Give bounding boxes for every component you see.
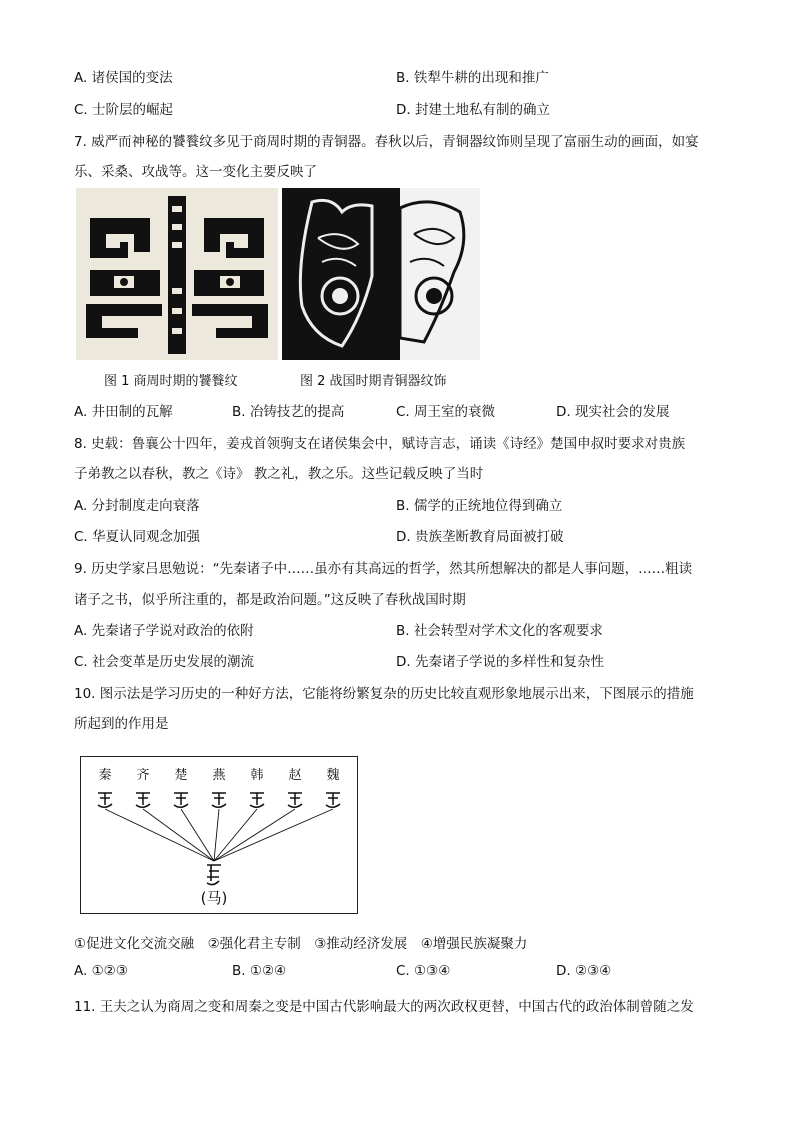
state-label: 秦 — [98, 768, 112, 783]
horse-character-diagram — [80, 756, 358, 914]
fan-line — [143, 809, 214, 861]
q8-stem-line1: 8. 史载：鲁襄公十四年，姜戎首领驹支在诸侯集会中，赋诗言志，诵读《诗经》楚国申叔时要求对贵族 — [74, 436, 686, 452]
fan-line — [214, 809, 219, 861]
figure-2-caption: 图 2 战国时期青铜器纹饰 — [300, 374, 447, 389]
q8-stem-line2: 子弟教之以春秋，教之《诗》 教之礼，教之乐。这些记载反映了当时 — [74, 466, 484, 482]
q7-option-d: D. 现实社会的发展 — [556, 404, 670, 420]
archaic-horse-glyph — [326, 793, 340, 807]
q8-option-a: A. 分封制度走向衰落 — [74, 498, 200, 514]
q7-stem-line2: 乐、采桑、攻战等。这一变化主要反映了 — [74, 164, 317, 180]
q8-option-c: C. 华夏认同观念加强 — [74, 529, 201, 545]
q6-option-d: D. 封建土地私有制的确立 — [396, 102, 550, 118]
q7-option-c: C. 周王室的衰微 — [396, 404, 496, 420]
figure-1-caption: 图 1 商周时期的饕餮纹 — [104, 374, 238, 389]
archaic-horse-glyph — [136, 793, 150, 807]
q7-option-a: A. 井田制的瓦解 — [74, 404, 173, 420]
q7-option-b: B. 冶铸技艺的提高 — [232, 404, 345, 420]
q10-statements: ①促进文化交流交融 ②强化君主专制 ③推动经济发展 ④增强民族凝聚力 — [74, 936, 528, 952]
fan-line — [214, 809, 333, 861]
q9-option-d: D. 先秦诸子学说的多样性和复杂性 — [396, 654, 604, 670]
unified-seal-glyph — [207, 865, 221, 885]
figure-1-taotie-pattern — [76, 188, 278, 360]
q10-option-c: C. ①③④ — [396, 963, 451, 979]
q10-option-b: B. ①②④ — [232, 963, 287, 979]
state-label: 齐 — [136, 768, 150, 783]
state-label: 韩 — [250, 768, 264, 783]
q10-option-d: D. ②③④ — [556, 963, 612, 979]
q7-stem-line1: 7. 威严而神秘的饕餮纹多见于商周时期的青铜器。春秋以后，青铜器纹饰则呈现了富丽生动的画面，如宴 — [74, 134, 699, 150]
q8-option-d: D. 贵族垄断教育局面被打破 — [396, 529, 564, 545]
q9-option-b: B. 社会转型对学术文化的客观要求 — [396, 623, 603, 639]
q9-stem-line2: 诸子之书，似乎所注重的，都是政治问题。”这反映了春秋战国时期 — [74, 592, 466, 608]
q10-stem-line2: 所起到的作用是 — [74, 716, 169, 732]
q9-option-a: A. 先秦诸子学说对政治的依附 — [74, 623, 254, 639]
q10-option-a: A. ①②③ — [74, 963, 128, 979]
q10-stem-line1: 10. 图示法是学习历史的一种好方法，它能将纷繁复杂的历史比较直观形象地展示出来，下图展示的措施 — [74, 686, 694, 702]
archaic-horse-glyph — [212, 793, 226, 807]
q9-stem-line1: 9. 历史学家吕思勉说：“先秦诸子中……虽亦有其高远的哲学，然其所想解决的都是人事问题，……粗读 — [74, 561, 693, 577]
q6-option-a: A. 诸侯国的变法 — [74, 70, 173, 86]
state-label: 赵 — [288, 768, 302, 783]
q8-option-b: B. 儒学的正统地位得到确立 — [396, 498, 563, 514]
archaic-horse-glyph — [250, 793, 264, 807]
state-label: 楚 — [174, 768, 188, 783]
unified-character-label: (马) — [200, 889, 228, 907]
fan-line — [214, 809, 257, 861]
fan-line — [214, 809, 295, 861]
figure-2-bronze-pattern — [282, 188, 480, 360]
archaic-horse-glyph — [174, 793, 188, 807]
archaic-horse-glyph — [98, 793, 112, 807]
q6-option-b: B. 铁犁牛耕的出现和推广 — [396, 70, 549, 86]
state-label: 魏 — [326, 768, 340, 783]
archaic-horse-glyph — [288, 793, 302, 807]
state-label: 燕 — [212, 768, 226, 783]
q9-option-c: C. 社会变革是历史发展的潮流 — [74, 654, 255, 670]
q6-option-c: C. 士阶层的崛起 — [74, 102, 174, 118]
q11-stem-line1: 11. 王夫之认为商周之变和周秦之变是中国古代影响最大的两次政权更替，中国古代的政治体制曾随之发 — [74, 999, 694, 1015]
